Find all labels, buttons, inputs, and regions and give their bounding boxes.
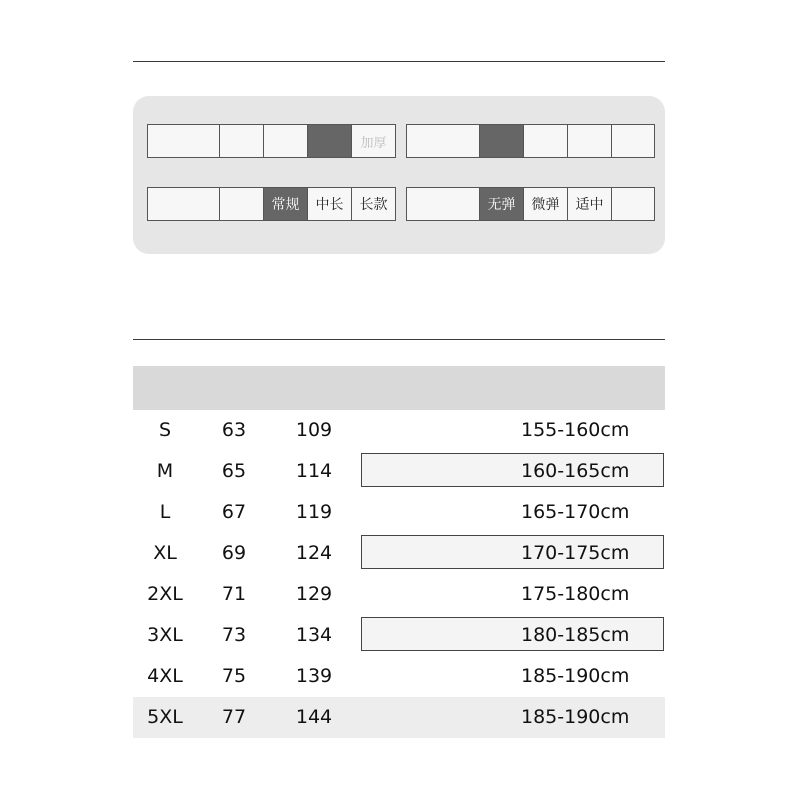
length-cell: 134	[295, 624, 333, 646]
attribute-row-1-left	[147, 124, 396, 158]
chest-cell: 71	[221, 583, 247, 605]
size-cell: XL	[153, 542, 177, 564]
size-table	[133, 366, 665, 738]
chest-cell: 65	[221, 460, 247, 482]
size-cell: 2XL	[147, 583, 183, 605]
height-cell: 170-175cm	[521, 542, 630, 564]
attribute-option: 长款	[352, 187, 396, 221]
length-cell: 109	[295, 419, 333, 441]
attribute-option	[147, 187, 220, 221]
attribute-option	[568, 124, 612, 158]
length-cell: 144	[295, 706, 333, 728]
attribute-option	[612, 187, 655, 221]
size-cell: 4XL	[147, 665, 183, 687]
table-row	[133, 492, 665, 533]
table-row	[133, 533, 665, 574]
size-cell: 3XL	[147, 624, 183, 646]
attribute-row-1-right	[406, 124, 655, 158]
attribute-row-2-right	[406, 187, 655, 221]
attribute-option	[406, 187, 480, 221]
length-cell: 119	[295, 501, 333, 523]
height-cell: 175-180cm	[521, 583, 630, 605]
attribute-panel	[133, 96, 665, 254]
chest-cell: 73	[221, 624, 247, 646]
length-cell: 139	[295, 665, 333, 687]
height-cell: 160-165cm	[521, 460, 630, 482]
attribute-option	[220, 124, 264, 158]
height-cell: 180-185cm	[521, 624, 630, 646]
table-row	[133, 574, 665, 615]
attribute-option-selected	[480, 124, 524, 158]
attribute-option	[220, 187, 264, 221]
height-cell: 165-170cm	[521, 501, 630, 523]
chest-cell: 69	[221, 542, 247, 564]
table-row	[133, 410, 665, 451]
table-row	[133, 697, 665, 738]
attribute-row-2-left	[147, 187, 396, 221]
size-cell: S	[158, 419, 172, 441]
attribute-option	[264, 124, 308, 158]
size-cell: M	[156, 460, 174, 482]
attribute-option: 微弹	[524, 187, 568, 221]
attribute-option: 适中	[568, 187, 612, 221]
attribute-option-selected: 无弹	[480, 187, 524, 221]
size-cell: 5XL	[147, 706, 183, 728]
table-row	[133, 615, 665, 656]
attribute-option-selected	[308, 124, 352, 158]
height-cell: 185-190cm	[521, 706, 630, 728]
attribute-option	[406, 124, 480, 158]
height-cell: 185-190cm	[521, 665, 630, 687]
attribute-option: 中长	[308, 187, 352, 221]
length-cell: 129	[295, 583, 333, 605]
middle-divider	[133, 339, 665, 340]
table-header	[133, 366, 665, 410]
length-cell: 124	[295, 542, 333, 564]
attribute-option	[612, 124, 655, 158]
table-row	[133, 451, 665, 492]
chest-cell: 77	[221, 706, 247, 728]
attribute-option-selected: 常规	[264, 187, 308, 221]
size-cell: L	[159, 501, 171, 523]
attribute-option	[524, 124, 568, 158]
attribute-option: 加厚	[352, 124, 396, 158]
top-divider	[133, 61, 665, 62]
chest-cell: 63	[221, 419, 247, 441]
length-cell: 114	[295, 460, 333, 482]
table-row	[133, 656, 665, 697]
chest-cell: 67	[221, 501, 247, 523]
attribute-option	[147, 124, 220, 158]
height-cell: 155-160cm	[521, 419, 630, 441]
chest-cell: 75	[221, 665, 247, 687]
